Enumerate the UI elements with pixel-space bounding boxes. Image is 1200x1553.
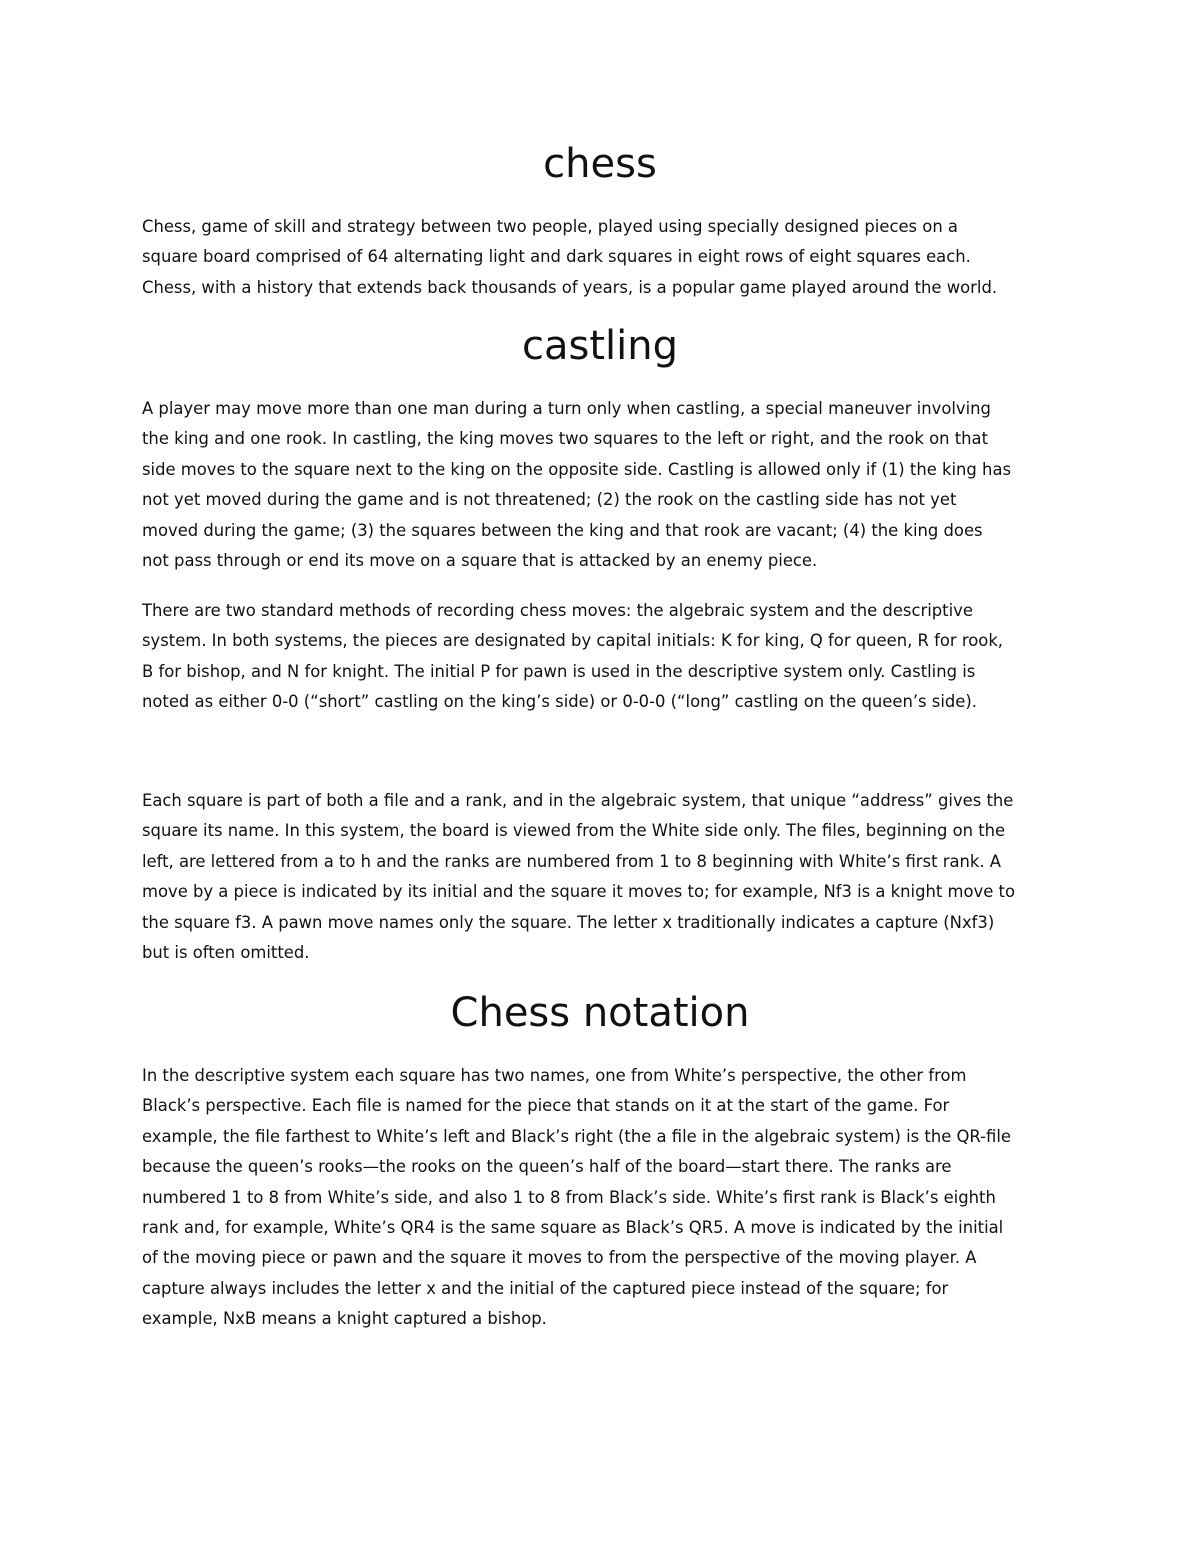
paragraph-castling: [142, 394, 1067, 576]
paragraph-line: not pass through or end its move on a square that is attacked by an enemy piece.: [142, 551, 818, 571]
paragraph-line: example, the file farthest to White’s left and Black’s right (the a file in the algebraic system) is the QR-file: [142, 1126, 1012, 1146]
paragraph-line: example, NxB means a knight captured a bishop.: [142, 1309, 547, 1329]
paragraph-line: system. In both systems, the pieces are designated by capital initials: K for king, Q for queen, R for rook,: [142, 631, 1004, 651]
paragraph-line: A player may move more than one man during a turn only when castling, a special maneuver involving: [142, 399, 991, 418]
heading-castling: castling: [522, 323, 678, 369]
paragraph-line: because the queen’s rooks—the rooks on the queen’s half of the board—start there. The ranks are: [142, 1157, 952, 1177]
paragraph-algebraic: [142, 786, 1067, 968]
paragraph-line: side moves to the square next to the king on the opposite side. Castling is allowed only if (1) the king has: [142, 459, 1012, 479]
paragraph-line: square board comprised of 64 alternating light and dark squares in eight rows of eight squares each.: [142, 247, 971, 267]
paragraph-line: Chess, game of skill and strategy between two people, played using specially designed pieces on a: [142, 217, 958, 236]
paragraph-line: the square f3. A pawn move names only the square. The letter x traditionally indicates a capture (Nxf3): [142, 912, 995, 932]
paragraph-recording: [142, 596, 1067, 718]
paragraph-line: capture always includes the letter x and the initial of the captured piece instead of the square; for: [142, 1278, 949, 1298]
paragraph-line: but is often omitted.: [142, 943, 310, 963]
paragraph-line: rank and, for example, White’s QR4 is the same square as Black’s QR5. A move is indicated by the initial: [142, 1218, 1004, 1238]
paragraph-line: noted as either 0-0 (“short” castling on the king’s side) or 0-0-0 (“long” castling on the queen’s side).: [142, 692, 977, 712]
paragraph-line: left, are lettered from a to h and the ranks are numbered from 1 to 8 beginning with White’s first rank. A: [142, 851, 1002, 871]
paragraph-line: move by a piece is indicated by its initial and the square it moves to; for example, Nf3 is a knight move to: [142, 882, 1015, 902]
paragraph-line: B for bishop, and N for knight. The initial P for pawn is used in the descriptive system only. Castling is: [142, 661, 976, 681]
paragraph-line: the king and one rook. In castling, the king moves two squares to the left or right, and the rook on that: [142, 429, 989, 449]
paragraph-line: moved during the game; (3) the squares between the king and that rook are vacant; (4) the king does: [142, 520, 983, 540]
paragraph-line: Black’s perspective. Each file is named for the piece that stands on it at the start of the game. For: [142, 1096, 950, 1116]
paragraph-intro: [142, 212, 1067, 303]
paragraph-line: numbered 1 to 8 from White’s side, and also 1 to 8 from Black’s side. White’s first rank is Black’s eighth: [142, 1187, 996, 1207]
paragraph-line: of the moving piece or pawn and the square it moves to from the perspective of the moving player. A: [142, 1248, 977, 1268]
paragraph-line: square its name. In this system, the board is viewed from the White side only. The files, beginning on the: [142, 821, 1006, 841]
heading-chess-notation: Chess notation: [450, 990, 750, 1036]
paragraph-line: Each square is part of both a file and a rank, and in the algebraic system, that unique “address” gives the: [142, 791, 1014, 810]
paragraph-descriptive: [142, 1061, 1067, 1335]
heading-chess: chess: [543, 141, 657, 187]
paragraph-line: In the descriptive system each square has two names, one from White’s perspective, the other from: [142, 1066, 967, 1085]
paragraph-line: Chess, with a history that extends back thousands of years, is a popular game played around the world.: [142, 277, 998, 297]
paragraph-line: not yet moved during the game and is not threatened; (2) the rook on the castling side has not yet: [142, 490, 957, 510]
paragraph-line: There are two standard methods of recording chess moves: the algebraic system and the descriptive: [142, 601, 973, 620]
